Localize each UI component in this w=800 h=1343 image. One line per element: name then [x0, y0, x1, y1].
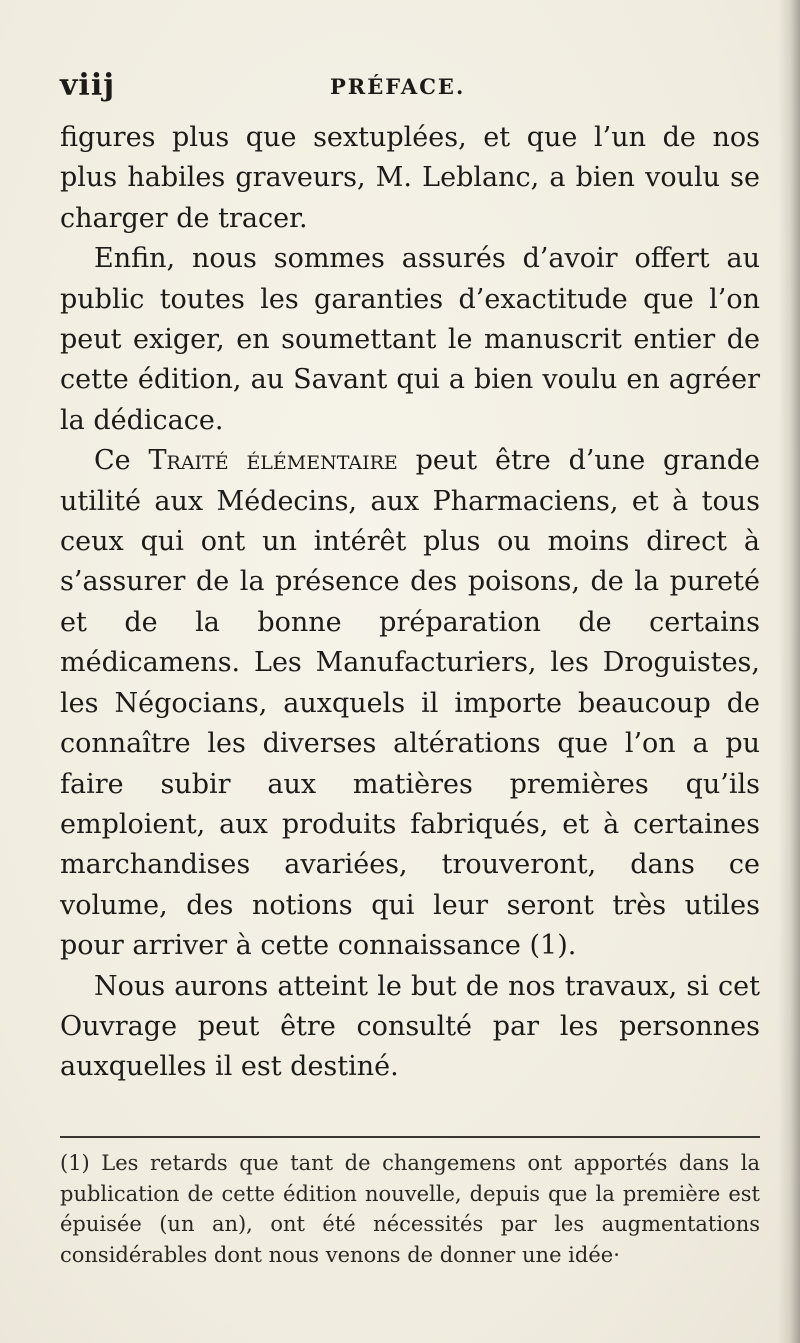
page-number: viij [60, 68, 116, 103]
running-head: PRÉFACE. [330, 74, 466, 99]
footnote-rule [60, 1136, 760, 1138]
footnote [60, 1148, 760, 1270]
body-text [60, 118, 760, 1088]
paragraph-guarantees: Enfin, nous sommes assurés d’avoir offert au public toutes les garanties d’exactitude que l’on peut exiger, en soumettant le manuscrit entier de cette édition, au Savant qui a bien voulu en agréer la dédicace. [60, 243, 760, 436]
page-header [60, 68, 760, 108]
paragraph-conclusion: Nous aurons atteint le but de nos travaux, si cet Ouvrage peut être consulté par les personnes auxquelles il est destiné. [60, 970, 760, 1083]
book-title-smallcaps: Traité élémentaire [148, 445, 398, 477]
paragraph-continuation: figures plus que sextuplées, et que l’un de nos plus habiles graveurs, M. Leblanc, a bien voulu se charger de tracer. [60, 122, 760, 234]
binding-edge-shadow [778, 0, 800, 1343]
paragraph-utility-rest: peut être d’une grande utilité aux Médecins, aux Pharmaciens, et à tous ceux qui ont un intérêt plus ou moins direct à s’assurer de la présence des poisons, de la pureté et de la bonne préparation de certains médicamens. Les Manufacturiers, les Droguistes, les Négocians, auxquels il importe beaucoup de connaître les diverses altérations que l’on a pu faire subir aux matières premières qu’ils emploient, aux produits fabriqués, et à certaines marchandises avariées, trouveront, dans ce volume, des notions qui leur seront très utiles pour arriver à cette connaissance (1). [60, 445, 760, 962]
paragraph-utility-lead: Ce [94, 445, 131, 477]
paragraph-utility [60, 441, 760, 966]
footnote-text: (1) Les retards que tant de changemens ont apportés dans la publication de cette édition nouvelle, depuis que la première est épuisée (un an), ont été nécessités par les augmentations considérables dont nous venons de donner une idée· [60, 1151, 760, 1267]
